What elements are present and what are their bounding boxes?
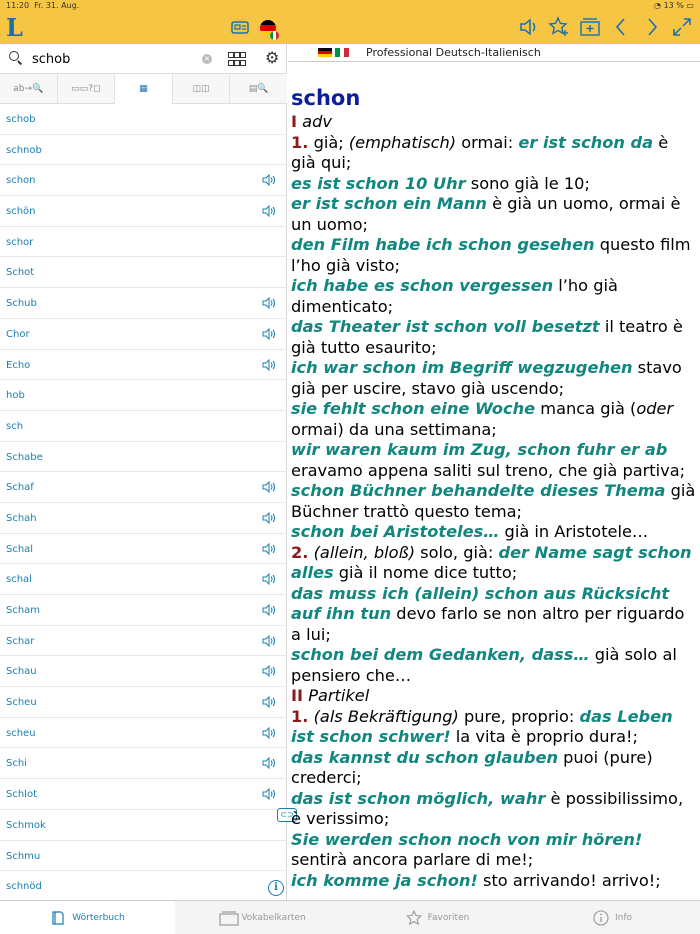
flag-it-icon [335,48,349,57]
dictionary-title: Professional Deutsch-Italienisch [366,46,541,59]
entry-line [291,440,696,481]
entry-line [291,399,696,440]
audio-speaker-icon[interactable] [262,665,276,677]
chevron-right-icon[interactable] [640,16,664,40]
tab-label: Wörterbuch [72,912,125,923]
sense-number: 2. [291,542,309,562]
word-list-item[interactable] [0,718,287,749]
example-phrase[interactable]: er ist schon da [518,132,654,152]
book-icon [50,910,66,926]
chevron-left-icon[interactable] [609,16,633,40]
langenscheidt-logo: L [6,13,23,42]
search-mode-tabs [0,74,287,104]
example-phrase[interactable]: wir waren kaum im Zug, schon fuhr er ab [291,440,668,459]
grammar-note: Partikel [303,686,370,705]
translation-text: il teatro è già tutto esaurito; [291,317,683,357]
entry-line [291,686,696,707]
gear-icon[interactable]: ⚙ [265,48,280,67]
translation-text: già in Aristotele… [499,522,649,541]
entry-line [291,317,696,358]
translation-text: già il nome dice tutto; [333,563,518,582]
word-list-item[interactable] [0,196,287,227]
expand-icon[interactable] [670,16,694,40]
entry-line [291,481,696,522]
search-icon [9,51,19,61]
example-phrase[interactable]: Sie werden schon noch von mir hören! [291,829,643,849]
speaker-icon[interactable] [516,16,540,40]
tab-wörterbuch[interactable] [0,901,175,934]
audio-speaker-icon[interactable] [262,174,276,186]
sense-number: II [291,686,304,705]
entry-line [291,112,696,133]
word-list-item-label: schal [6,574,32,586]
mode-tab-wordlist[interactable]: ▦ [115,74,173,104]
entry-line [291,358,696,399]
search-bar [0,44,287,74]
word-list-item-label: Echo [6,359,31,371]
dictionary-entry [291,84,696,900]
example-phrase[interactable]: ich war schon im Begriff wegzugehen [291,358,633,377]
word-list-item[interactable] [0,503,287,534]
entry-line [291,707,696,748]
entry-line [291,871,696,892]
word-list-item-label: Chor [6,328,30,340]
example-phrase[interactable]: das Leben ist schon schwer! [291,706,673,746]
search-input[interactable] [32,49,192,69]
scan-icon[interactable] [228,16,252,40]
audio-speaker-icon[interactable] [262,359,276,371]
info-icon[interactable]: i [268,880,284,896]
word-list-item[interactable] [0,227,287,258]
word-list-item-label: scheu [6,727,36,739]
status-bar [0,0,700,12]
word-list-item[interactable] [0,810,287,841]
word-list-item-label: Schub [6,298,37,310]
audio-speaker-icon[interactable] [262,757,276,769]
translation-text: è già un uomo, ormai è un uomo; [291,194,681,234]
audio-speaker-icon[interactable] [262,205,276,217]
mode-tab-guess[interactable]: ▭▭?◻ [58,74,116,104]
audio-speaker-icon[interactable] [262,481,276,493]
entry-line [291,276,696,317]
sense-number: 1. [291,132,309,152]
entry-headword: schon [291,86,361,110]
mode-tab-compare[interactable]: ◫◫ [173,74,231,104]
tab-info[interactable] [525,901,700,934]
mode-tab-details[interactable]: ▤🔍 [248,84,269,94]
word-list-item[interactable] [0,319,287,350]
cards-icon [219,910,235,926]
word-list-item-label: schön [6,206,36,218]
example-phrase[interactable]: ich komme ja schon! [291,870,478,890]
word-list-item-label: Scham [6,605,41,616]
word-list-item[interactable] [0,288,287,319]
word-list-item[interactable] [0,104,287,135]
example-phrase[interactable]: es ist schon 10 Uhr [291,173,466,193]
grammar-note: oder [636,399,674,418]
audio-speaker-icon[interactable] [262,512,276,524]
dictionary-header [288,44,700,62]
word-list-item-label: Schal [6,543,34,555]
translation-text: sono già le 10; [465,173,590,193]
example-phrase[interactable]: schon Büchner behandelte dieses Thema [291,481,666,500]
audio-speaker-icon[interactable] [262,297,276,309]
word-list-item-label: schnob [6,144,42,156]
sense-number: 1. [291,706,309,726]
translation-text: stavo già per uscire, stavo già uscendo; [291,358,682,398]
info-icon [593,910,609,926]
translation-text: devo farlo se non altro per riguardo a lui; [291,604,685,644]
mode-tab-fulltext[interactable]: ab→🔍 [0,74,58,104]
keyboard-grid-icon[interactable] [228,51,246,65]
translation-text: già Büchner trattò questo tema; [291,481,696,521]
word-list-item[interactable] [0,595,287,626]
translation-text: ormai: [456,132,519,152]
translation-text: ormai) da una settimana; [291,419,497,439]
audio-speaker-icon[interactable] [262,604,276,616]
translation-text: è già qui; [291,132,669,172]
word-list-item-label: hob [6,390,25,402]
tab-label: Info [614,912,633,923]
left-panel [0,44,287,900]
word-list-item[interactable] [0,564,287,595]
status-time: 11:20 Fr. 31. Aug. [6,1,80,10]
translation-text: l’ho già dimenticato; [291,276,618,316]
translation-text: pure, proprio: [458,706,580,726]
word-list [0,104,287,900]
translation-text: sentirà ancora parlare di me!; [291,850,534,869]
toolbar [0,12,700,44]
word-list-item-label: Schah [6,512,37,524]
grammar-note: (emphatisch) [348,132,457,152]
translation-text: manca già ( [535,399,637,418]
example-phrase[interactable]: das ist schon möglich, wahr [291,788,546,808]
flag-de-icon [318,48,332,57]
language-flag-it-icon [270,31,279,40]
word-list-item-label: Schot [6,267,35,279]
word-list-item[interactable] [0,656,287,687]
word-list-item-label: sch [6,420,24,432]
word-list-item[interactable] [0,257,287,288]
translation-text: è possibilissimo, è verissimo; [291,788,684,828]
word-list-item[interactable] [0,841,287,872]
entry-line [291,645,696,686]
word-list-item[interactable] [0,350,287,381]
grammar-note: (als Bekräftigung) [313,706,459,726]
word-list-item-label: Schabe [6,451,43,463]
word-list-item-label: schnöd [6,881,42,893]
entry-line [291,543,696,584]
translation-text: la vita è proprio dura!; [450,727,638,746]
status-right: ◔ 13 % ▭ [654,1,694,10]
word-list-item-label: Schau [6,666,37,678]
word-list-item-label: Schmu [6,850,41,862]
word-list-item[interactable] [0,380,287,411]
word-list-item[interactable] [0,472,287,503]
tab-label: Vokabelkarten [241,912,306,923]
entry-line [291,133,696,174]
grammar-note: (allein, bloß) [313,542,416,562]
audio-speaker-icon[interactable] [262,788,276,800]
entry-line [291,174,696,195]
example-phrase[interactable]: den Film habe ich schon gesehen [291,235,595,254]
entry-line [291,830,696,871]
example-phrase[interactable]: das Theater ist schon voll besetzt [291,317,600,336]
bottom-tab-bar [0,900,700,934]
tab-favoriten[interactable] [350,901,525,934]
word-list-item[interactable] [0,871,287,900]
translation-text: già solo al pensiero che… [291,645,677,685]
translation-text: eravamo appena saliti sul treno, che già partiva; [291,460,686,480]
audio-speaker-icon[interactable] [262,696,276,708]
word-list-item-label: Schi [6,758,27,770]
example-phrase[interactable]: er ist schon ein Mann [291,194,487,213]
word-list-item[interactable] [0,748,287,779]
word-list-item[interactable] [0,135,287,166]
tab-vokabelkarten[interactable] [175,901,350,934]
word-list-item-label: Schmok [6,819,46,831]
collapse-panel-handle[interactable]: ⊂⊃ [277,808,297,822]
word-list-item-label: Schar [6,635,35,647]
translation-text: sto arrivando! arrivo!; [477,870,661,890]
word-list-item[interactable] [0,779,287,810]
word-list-item[interactable] [0,411,287,442]
entry-line [291,748,696,789]
word-list-item[interactable] [0,165,287,196]
word-list-item-label: schor [6,236,34,248]
star-icon [406,910,422,926]
entry-line [291,584,696,646]
grammar-note: adv [297,112,332,131]
translation-text: questo film l’ho già visto; [291,235,691,275]
word-list-item-label: schob [6,114,36,125]
word-list-item[interactable] [0,626,287,657]
example-phrase[interactable]: das muss ich (allein) schon aus Rücksicht auf ihn tun [291,583,670,623]
audio-speaker-icon[interactable] [262,573,276,585]
translation-text: solo, già: [415,542,499,562]
word-list-item-label: Schlot [6,789,38,801]
tab-label: Favoriten [427,912,470,923]
example-phrase[interactable]: der Name sagt schon alles [291,542,692,582]
entry-line [291,522,696,543]
clear-search-icon[interactable]: × [203,54,211,63]
example-phrase[interactable]: schon bei Aristoteles… [291,522,500,541]
word-list-item-label: schon [6,175,36,187]
sense-number: I [291,112,298,131]
word-list-item-label: Schaf [6,482,34,494]
audio-speaker-icon[interactable] [262,328,276,340]
word-list-item[interactable] [0,534,287,565]
translation-text: puoi (pure) crederci; [291,747,653,787]
audio-speaker-icon[interactable] [262,543,276,555]
example-phrase[interactable]: das kannst du schon glauben [291,747,558,767]
audio-speaker-icon[interactable] [262,635,276,647]
example-phrase[interactable]: ich habe es schon vergessen [291,276,554,295]
word-list-item[interactable] [0,442,287,473]
entry-line [291,235,696,276]
add-favorite-star-icon[interactable] [547,16,571,40]
example-phrase[interactable]: schon bei dem Gedanken, dass… [291,645,590,664]
entry-line [291,194,696,235]
example-phrase[interactable]: sie fehlt schon eine Woche [291,399,536,418]
word-list-item-label: Scheu [6,697,37,709]
word-list-item[interactable] [0,687,287,718]
translation-text: già; [308,132,349,152]
add-vocab-card-icon[interactable] [578,16,602,40]
entry-line [291,789,696,830]
audio-speaker-icon[interactable] [262,727,276,739]
